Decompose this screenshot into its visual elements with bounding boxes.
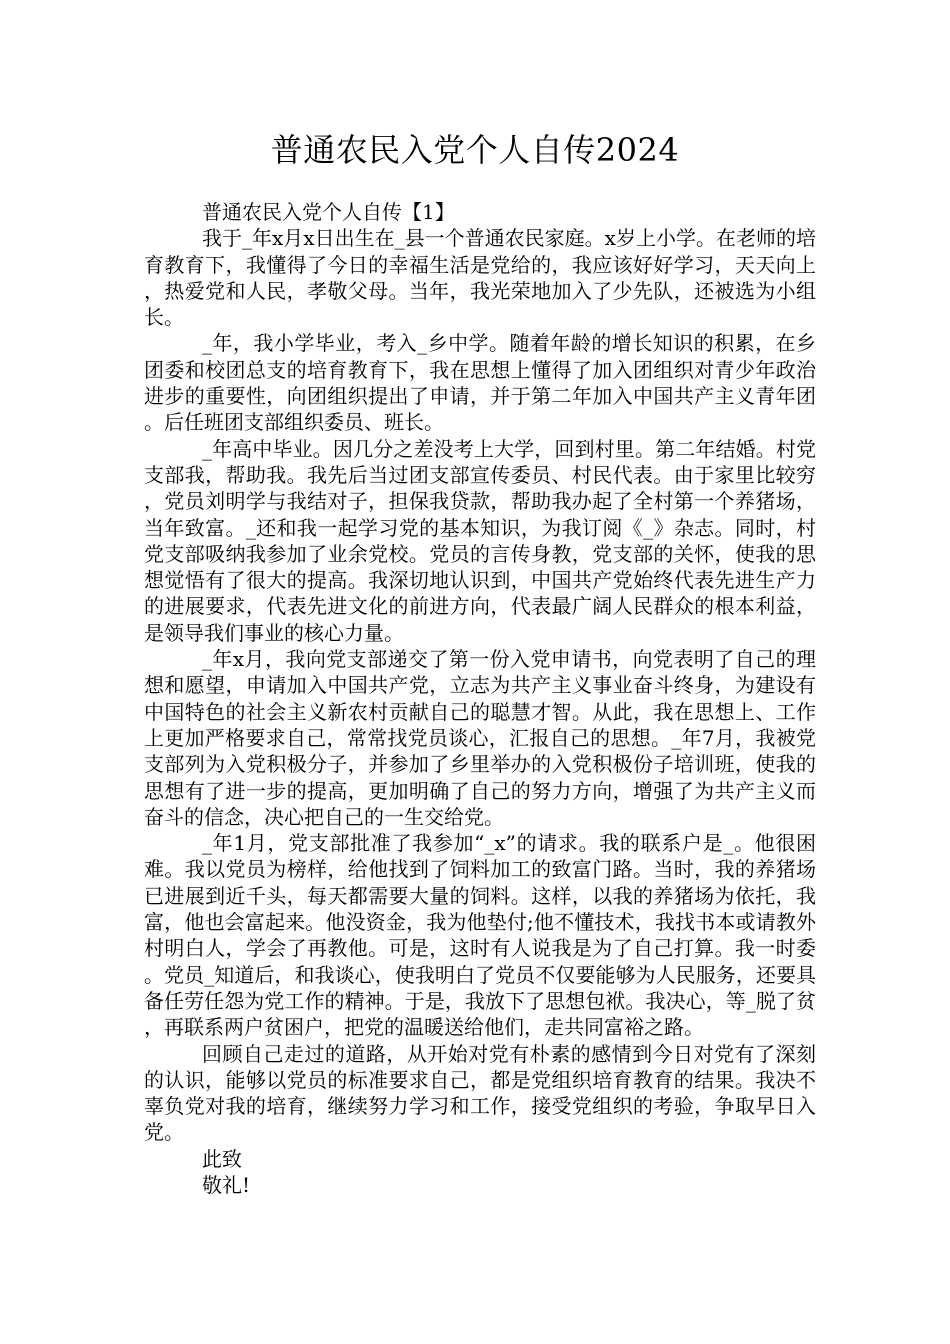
section-heading: 普通农民入党个人自传【1】 bbox=[202, 200, 455, 224]
document-body bbox=[144, 199, 816, 1198]
paragraph-4: _年x月，我向党支部递交了第一份入党申请书，向党表明了自己的理想和愿望，申请加入中国共产党，立志为共产主义事业奋斗终身，为建设有中国特色的社会主义新农村贡献自己的聪慧才智。从此，我在思想上、工作上更加严格要求自己，常常找党员谈心，汇报自己的思想。_年7月，我被党支部列为入党积极分子，并参加了乡里举办的入党积极份子培训班，使我的思想有了进一步的提高，更加明确了自己的努力方向，增强了为共产主义而奋斗的信念，决心把自己的一生交给党。 bbox=[144, 647, 816, 829]
paragraph-2: _年，我小学毕业，考入_乡中学。随着年龄的增长知识的积累，在乡团委和校团总支的培育教育下，我在思想上懂得了加入团组织对青少年政治进步的重要性，向团组织提出了申请，并于第二年加入中国共产主义青年团。后任班团支部组织委员、班长。 bbox=[144, 331, 816, 435]
paragraph-5: _年1月，党支部批准了我参加“_x”的请求。我的联系户是_。他很困难。我以党员为榜样，给他找到了饲料加工的致富门路。当时，我的养猪场已进展到近千头，每天都需要大量的饲料。这样，以我的养猪场为依托，我富，他也会富起来。他没资金，我为他垫付;他不懂技术，我找书本或请教外村明白人，学会了再教他。可是，这时有人说我是为了自己打算。我一时委。党员_知道后，和我谈心，使我明白了党员不仅要能够为人民服务，还要具备任劳任怨为党工作的精神。于是，我放下了思想包袱。我决心，等_脱了贫，再联系两户贫困户，把党的温暖送给他们，走共同富裕之路。 bbox=[144, 831, 816, 1040]
paragraph-1: 我于_年x月x日出生在_县一个普通农民家庭。x岁上小学。在老师的培育教育下，我懂得了今日的幸福生活是党给的，我应该好好学习，天天向上，热爱党和人民，孝敬父母。当年，我光荣地加入了少先队，还被选为小组长。 bbox=[144, 226, 816, 330]
closing-salutation: 此致 bbox=[202, 1146, 242, 1171]
closing-regards: 敬礼! bbox=[202, 1172, 251, 1197]
document-title: 普通农民入党个人自传2024 bbox=[270, 131, 680, 169]
paragraph-3: _年高中毕业。因几分之差没考上大学，回到村里。第二年结婚。村党支部我，帮助我。我先后当过团支部宣传委员、村民代表。由于家里比较穷，党员刘明学与我结对子，担保我贷款，帮助我办起了全村第一个养猪场，当年致富。_还和我一起学习党的基本知识，为我订阅《_》杂志。同时，村党支部吸纳我参加了业余党校。党员的言传身教，党支部的关怀，使我的思想觉悟有了很大的提高。我深切地认识到，中国共产党始终代表先进生产力的进展要求，代表先进文化的前进方向，代表最广阔人民群众的根本利益，是领导我们事业的核心力量。 bbox=[144, 436, 816, 645]
paragraph-6: 回顾自己走过的道路，从开始对党有朴素的感情到今日对党有了深刻的认识，能够以党员的标准要求自己，都是党组织培育教育的结果。我决不辜负党对我的培育，继续努力学习和工作，接受党组织的考验，争取早日入党。 bbox=[144, 1041, 816, 1145]
